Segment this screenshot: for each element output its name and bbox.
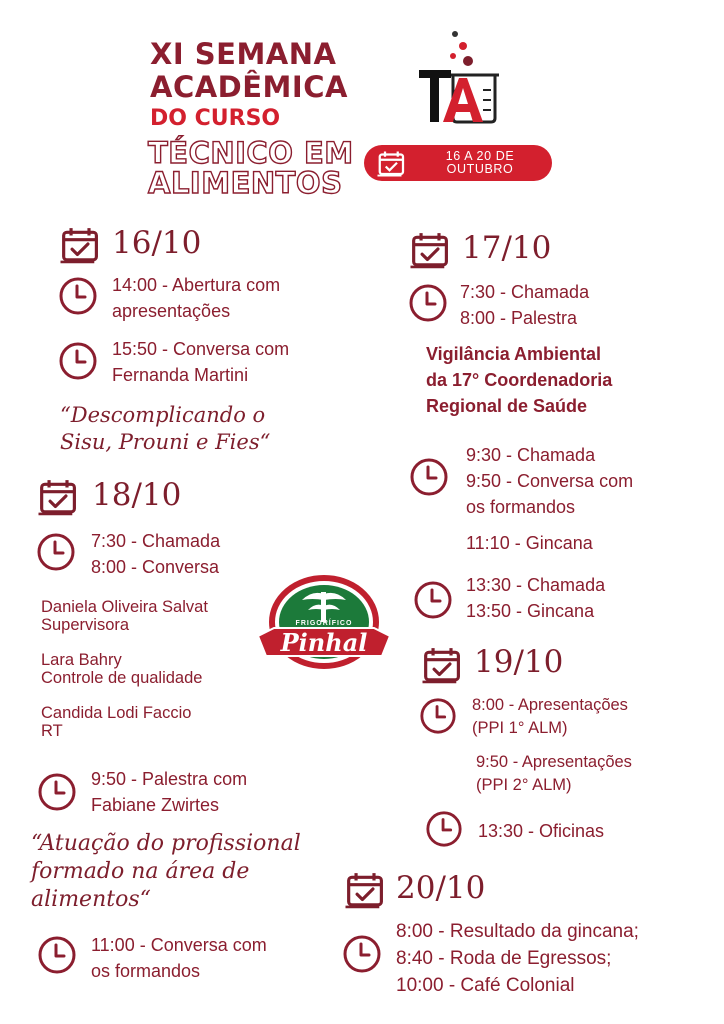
day-date-20: 20/10 bbox=[396, 870, 486, 906]
day-date-18: 18/10 bbox=[92, 477, 182, 513]
event-title-line3: DO CURSO bbox=[150, 106, 281, 131]
schedule-item: 7:30 - Chamada 8:00 - Palestra bbox=[460, 282, 590, 328]
schedule-item: 14:00 - Abertura com apresentações bbox=[112, 275, 281, 321]
talk-quote: “Atuação do profissional formado na área de alimentos“ bbox=[31, 831, 301, 912]
clock-icon bbox=[37, 772, 77, 812]
talk-quote: “Descomplicando o Sisu, Prouni e Fies“ bbox=[60, 403, 271, 454]
day-date-17: 17/10 bbox=[462, 230, 552, 266]
schedule-item: 13:30 - Chamada 13:50 - Gincana bbox=[466, 575, 606, 621]
day-date-16: 16/10 bbox=[112, 225, 202, 261]
calendar-icon bbox=[376, 150, 406, 177]
event-title-line5: ALIMENTOS bbox=[148, 166, 343, 200]
schedule-item: 9:50 - Palestra com Fabiane Zwirtes bbox=[91, 769, 248, 815]
clock-icon bbox=[425, 810, 463, 848]
clock-icon bbox=[342, 934, 382, 974]
calendar-icon bbox=[58, 226, 101, 264]
clock-icon bbox=[37, 935, 77, 975]
event-date-line2: OUTUBRO bbox=[446, 162, 514, 176]
schedule-item: 7:30 - Chamada 8:00 - Conversa bbox=[91, 531, 221, 577]
guest-list: Daniela Oliveira Salvat Supervisora Lara Bahry Controle de qualidade Candida Lodi Faccio RT bbox=[41, 598, 208, 740]
clock-icon bbox=[58, 276, 98, 316]
calendar-icon bbox=[343, 871, 386, 909]
clock-icon bbox=[419, 697, 457, 735]
schedule-item: 15:50 - Conversa com Fernanda Martini bbox=[112, 339, 290, 385]
event-title-line4: TÉCNICO EM bbox=[148, 136, 354, 170]
sponsor-logo bbox=[254, 570, 394, 680]
course-logo bbox=[415, 28, 500, 128]
clock-icon bbox=[408, 283, 448, 323]
clock-icon bbox=[36, 532, 76, 572]
schedule-item: 11:00 - Conversa com os formandos bbox=[91, 935, 267, 981]
schedule-item: 8:00 - Apresentações (PPI 1° ALM) bbox=[472, 696, 628, 737]
calendar-icon bbox=[408, 231, 451, 269]
calendar-icon bbox=[420, 646, 463, 684]
schedule-item: 13:30 - Oficinas bbox=[478, 821, 605, 841]
schedule-item: 8:00 - Resultado da gincana; 8:40 - Roda de Egressos; 10:00 - Café Colonial bbox=[396, 921, 639, 996]
speaker-organization: Vigilância Ambiental da 17° Coordenadoria Regional de Saúde bbox=[426, 344, 613, 416]
event-title-line2: ACADÊMICA bbox=[150, 70, 348, 104]
event-date-badge bbox=[364, 145, 552, 181]
clock-icon bbox=[409, 457, 449, 497]
sponsor-name: Pinhal bbox=[280, 628, 368, 657]
sponsor-top-text: FRIGORÍFICO bbox=[295, 620, 353, 627]
event-title-line1: XI SEMANA bbox=[150, 37, 337, 71]
event-date-line1: 16 A 20 DE bbox=[445, 149, 515, 163]
schedule-item: 9:30 - Chamada 9:50 - Conversa com os formandos bbox=[466, 445, 634, 517]
calendar-icon bbox=[36, 478, 79, 516]
schedule-item: 9:50 - Apresentações (PPI 2° ALM) bbox=[476, 753, 632, 794]
clock-icon bbox=[58, 341, 98, 381]
schedule-item: 11:10 - Gincana bbox=[466, 533, 593, 553]
clock-icon bbox=[413, 580, 453, 620]
day-date-19: 19/10 bbox=[474, 644, 564, 680]
